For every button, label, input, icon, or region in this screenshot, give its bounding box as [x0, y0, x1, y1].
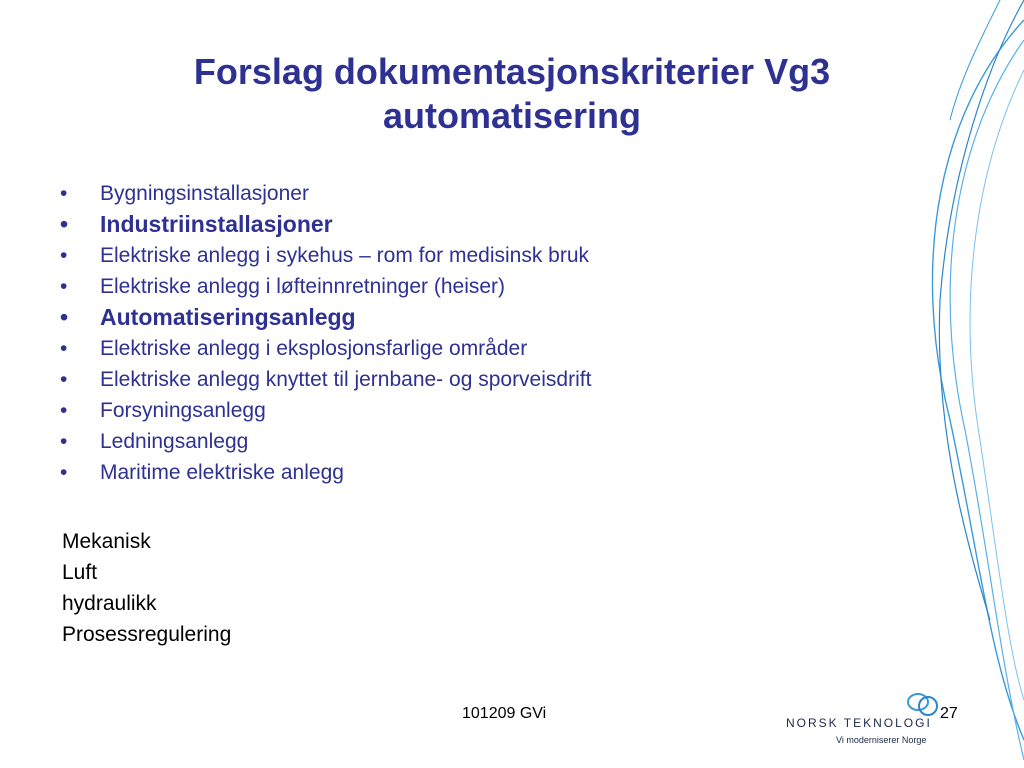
- bullet-marker: •: [60, 399, 68, 422]
- bullet-item: [60, 364, 820, 395]
- bullet-marker: •: [60, 430, 68, 453]
- plain-item: Mekanisk: [62, 530, 151, 553]
- bullet-marker: •: [60, 337, 68, 360]
- bullet-text: Elektriske anlegg i eksplosjonsfarlige områder: [100, 337, 528, 360]
- bullet-text: Elektriske anlegg i sykehus – rom for medisinsk bruk: [100, 244, 590, 267]
- bullet-marker: •: [60, 304, 69, 330]
- plain-item: Luft: [62, 561, 98, 584]
- bullet-text: Forsyningsanlegg: [100, 399, 266, 422]
- page-number: 27: [940, 705, 958, 722]
- title-line-2: automatisering: [382, 95, 642, 136]
- bullet-marker: •: [60, 244, 68, 267]
- bullet-marker: •: [60, 275, 68, 298]
- logo-tagline: Vi moderniserer Norge: [836, 735, 927, 745]
- bullet-item: [60, 178, 820, 209]
- plain-item: hydraulikk: [62, 592, 157, 615]
- bullet-marker: •: [60, 182, 68, 205]
- bullet-item: [60, 395, 820, 426]
- footer-date-author: 101209 GVi: [462, 705, 547, 722]
- bullet-marker: •: [60, 211, 69, 237]
- bullet-item: [60, 209, 820, 240]
- bullet-text: Ledningsanlegg: [100, 430, 249, 453]
- bullet-text: Maritime elektriske anlegg: [100, 461, 344, 484]
- bullet-marker: •: [60, 368, 68, 391]
- bullet-item: [60, 333, 820, 364]
- bullet-list: [60, 178, 820, 488]
- bullet-text: Automatiseringsanlegg: [100, 304, 356, 330]
- bullet-item: [60, 271, 820, 302]
- bullet-text: Bygningsinstallasjoner: [100, 182, 309, 205]
- bullet-text: Elektriske anlegg i løfteinnretninger (heiser): [100, 275, 506, 298]
- bullet-text: Elektriske anlegg knyttet til jernbane- og sporveisdrift: [100, 368, 592, 391]
- bullet-marker: •: [60, 461, 68, 484]
- bullet-text: Industriinstallasjoner: [100, 211, 333, 237]
- title-line-1: Forslag dokumentasjonskriterier Vg3: [193, 51, 831, 92]
- bullet-item: [60, 302, 820, 333]
- bullet-item: [60, 457, 820, 488]
- logo-name: NORSK TEKNOLOGI: [786, 716, 932, 730]
- bullet-item: [60, 240, 820, 271]
- plain-item: Prosessregulering: [62, 623, 232, 646]
- bullet-item: [60, 426, 820, 457]
- slide-title: [80, 50, 944, 138]
- plain-list: [62, 526, 231, 650]
